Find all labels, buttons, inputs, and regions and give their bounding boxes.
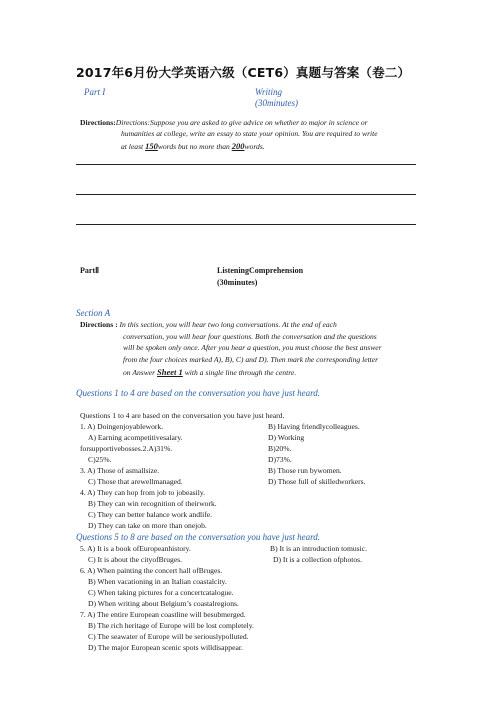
- q3-option-a: 3. A) Those of asmallsize.: [80, 466, 160, 475]
- q7-option-d: D) The major European scenic spots willdisappear.: [88, 643, 243, 652]
- part2-time: (30minutes): [217, 278, 258, 287]
- q6-option-d: D) When writing about Belgium’s coastalregions.: [88, 599, 239, 608]
- q7-option-a: 7. A) The entire European coastline will besubmerged.: [80, 610, 246, 619]
- q5-option-c: C) It is about the cityofBruges.: [88, 555, 183, 564]
- section-a-directions-label: Directions :: [80, 320, 118, 329]
- q2-option-c: C)25%.: [88, 455, 112, 464]
- directions-label: Directions:: [80, 118, 116, 127]
- part2-label: PartⅡ: [80, 266, 100, 275]
- directions-line3-b: words but no more than: [157, 142, 230, 151]
- directions-line3-c: words.: [244, 142, 265, 151]
- q3-option-c: C) Those that arewellmanaged.: [88, 477, 183, 486]
- q4-option-d: D) They can take on more than onejob.: [88, 521, 207, 530]
- section-a-line5-b: with a single line through the centre.: [184, 368, 297, 377]
- answer-line-3[interactable]: [76, 224, 416, 225]
- section-a-line5-a: on Answer: [123, 368, 156, 377]
- page-title: 2017年6月份大学英语六级（CET6）真题与答案（卷二）: [76, 65, 411, 80]
- section-a-directions: [80, 320, 337, 329]
- q1-option-b: B) Having friendlycolleagues.: [268, 422, 360, 431]
- section-a-line1: In this section, you will hear two long conversations. At the end of each: [119, 320, 337, 329]
- section-a-line5: [123, 367, 296, 377]
- q3-option-d: D) Those full of skilledworkers.: [268, 477, 366, 486]
- part1-directions: [80, 118, 368, 127]
- q6-option-b: B) When vacationing in an Italian coastalcity.: [88, 577, 227, 586]
- q5-option-a: 5. A) It is a book ofEuropeanhistory.: [80, 544, 191, 553]
- q7-option-c: C) The seawater of Europe will be seriouslypolluted.: [88, 632, 249, 641]
- max-words: 200: [231, 141, 245, 151]
- q6-option-a: 6. A) When painting the concert hall ofBruges.: [80, 566, 223, 575]
- q1-option-a: 1. A) Doingenjoyablework.: [80, 422, 164, 431]
- section-a-line2: conversation, you will hear four questions. Both the conversation and the questions: [123, 332, 377, 341]
- section-a-label: Section A: [76, 308, 111, 318]
- q1-option-c: A) Earning acompetitivesalary.: [88, 433, 183, 442]
- q6-option-c: C) When taking pictures for a concertcatalogue.: [88, 588, 234, 597]
- q2-option-b: B)20%.: [268, 444, 292, 453]
- q1-4-intro: Questions 1 to 4 are based on the conversation you have just heard.: [80, 411, 285, 420]
- q5-option-d: D) It is a collection ofphotos.: [273, 555, 362, 564]
- q5-8-heading: Questions 5 to 8 are based on the conversation you have just heard.: [76, 532, 321, 542]
- q1-option-d: D) Working: [268, 433, 305, 442]
- part1-label: Part I: [84, 87, 106, 97]
- q4-option-a: 4. A) They can hop from job to jobeasily.: [80, 488, 206, 497]
- q7-option-b: B) The rich heritage of Europe will be lost completely.: [88, 621, 254, 630]
- section-a-line4: from the four choices marked A), B), C) and D). Then mark the corresponding letter: [123, 355, 379, 364]
- q4-option-c: C) They can better balance work andlife.: [88, 510, 213, 519]
- directions-line3: [121, 141, 265, 151]
- directions-line2: humanities at college, write an essay to state your opinion. You are required to write: [121, 129, 378, 138]
- q2-option-d: D)73%.: [268, 455, 292, 464]
- directions-line3-a: at least: [121, 142, 144, 151]
- part1-name: Writing: [255, 87, 283, 97]
- directions-line1: Directions:Suppose you are asked to give advice on whether to major in science or: [115, 118, 368, 127]
- part1-time: (30minutes): [255, 98, 298, 108]
- answer-sheet-label: Sheet 1: [157, 367, 183, 377]
- q1-cont-q2-option-a: forsupportivebosses.2.A)31%.: [80, 444, 173, 453]
- section-a-line3: will be spoken only once. After you hear a question, you must choose the best answer: [123, 343, 382, 352]
- q1-4-heading: Questions 1 to 4 are based on the conversation you have just heard.: [76, 388, 321, 398]
- answer-line-2[interactable]: [76, 194, 416, 195]
- q5-option-b: B) It is an introduction tomusic.: [270, 544, 368, 553]
- answer-line-1[interactable]: [76, 164, 416, 165]
- q3-option-b: B) Those run bywomen.: [268, 466, 342, 475]
- part2-name: ListeningComprehension: [217, 266, 304, 275]
- min-words: 150: [145, 141, 158, 151]
- q4-option-b: B) They can win recognition of theirwork.: [88, 499, 217, 508]
